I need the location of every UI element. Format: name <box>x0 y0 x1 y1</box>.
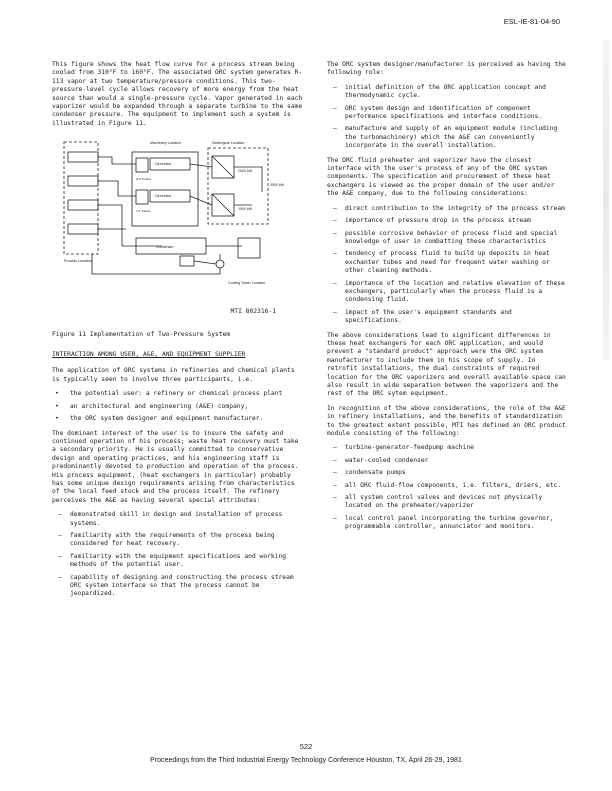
condensate-pump <box>216 260 224 268</box>
vaporizer-1 <box>68 152 98 162</box>
footer-citation: Proceedings from the Third Industrial Energy Technology Conference Houston, TX, April 26-29, 1981 <box>150 757 462 764</box>
vaporizer-2 <box>68 176 98 186</box>
participants-intro: The application of ORC systems in refineries and chemical plants is typically seen to involve three participants, i.e. <box>52 367 295 383</box>
role-intro: The ORC system designer/manufacturer is perceived as having the following role: <box>327 61 566 77</box>
dash-mark: — <box>333 481 337 489</box>
ae-attributes-list <box>52 511 304 599</box>
page-number: 522 <box>299 742 313 751</box>
dash-mark: — <box>333 104 337 112</box>
list-item: — local control panel incorporating the turbine governor, programmable controller, annunciator and monitors. <box>333 514 554 531</box>
figure-caption: Figure 11 Implementation of Two-Pressure System <box>52 330 231 338</box>
cooling-tower-label: Cooling Tower Location <box>228 281 266 286</box>
differences-paragraph: The above considerations lead to significant differences in these heat exchangers for each ORC application, and would prevent a "standard product" approach were the ORC system manufacturer to include them in his scope of supply. In retrofit installations, the dual constraints of required location for the ORC vaporizers and overall available space can also result in wide separation between the vaporizers and the rest of the ORC sytem equipment. <box>327 331 566 398</box>
preheater-paragraph: The ORC fluid preheater and vaporizer have the closest interface with the user's process of any of the ORC system components. The specification and procurement of these heat exchangers is viewed as the proper domain of the user and/or the A&E company, due to the following considerations: <box>327 156 555 198</box>
dash-mark: — <box>333 250 337 258</box>
list-item: — initial definition of the ORC application concept and thermodynamic cycle. <box>333 83 546 100</box>
intro-paragraph: This figure shows the heat flow curve for a process stream being cooled from 310°F to 160°F. The associated ORC system generates R-113 vapor at two temperature/pressure conditions. This two-pressure-level cycle allows recovery of more energy from the heat source than would a single-pressure cycle. Vapor generated in each vaporizer would be expanded through a separate turbine to the same condenser pressure. The equipment to implement such a system is illustrated in Figure 11. <box>52 61 303 127</box>
condenser-label: Condenser <box>156 245 174 250</box>
dash-mark: — <box>333 308 337 316</box>
process-location-label: Process Location <box>64 259 92 264</box>
section-heading: INTERACTION AMONG USER, A&E, AND EQUIPMENT SUPPLIER <box>52 351 246 359</box>
process-boundary <box>64 142 98 254</box>
list-item: — ORC system design and identification of component performance specifications and interface conditions. <box>333 104 543 121</box>
hp-turbine-label: H.P. Turbine <box>136 177 152 182</box>
preheater-1 <box>68 200 98 210</box>
dash-mark: — <box>333 217 337 225</box>
considerations-list <box>327 205 567 326</box>
scan-edge-strip <box>603 40 609 360</box>
list-item: • the potential user: a refinery or chemical process plant <box>55 390 283 398</box>
dash-mark: — <box>333 494 337 502</box>
list-item: — tendency of process fluid to build up deposits in heat exchanter tubes and need for frequent water washing or other cleaning methods. <box>333 250 550 275</box>
left-column <box>52 61 304 605</box>
list-item: — capability of designing and constructing the process stream ORC system interface so that the process cannot be jeopardized. <box>58 573 294 598</box>
bullet-mark: • <box>55 415 59 423</box>
dash-mark: — <box>58 573 62 581</box>
user-interest-paragraph: The dominant interest of the user is to insure the safety and continued operation of his process; waste heat recovery must take a secondary priority. He is usually committed to conservative design and operating practices, and his engineering staff is predominantly devoted to production and operation of the process. His process equipment, (heat exchangers in particular) probably has some unique design requirements arising from characteristics of the local feed stock and the process itself. The refinery perceives the A&E as having several special attributes: <box>52 429 299 504</box>
preheater-2 <box>68 224 98 234</box>
dash-mark: — <box>333 204 337 212</box>
dash-mark: — <box>58 531 62 539</box>
switchgear-location-label: Switchgear Location <box>212 141 245 146</box>
figure-id: MTI 802316-1 <box>230 308 276 316</box>
lp-turbine <box>136 190 148 204</box>
cooling-tower <box>238 238 260 258</box>
generator-label-2: Generator <box>155 194 172 199</box>
dash-mark: — <box>333 444 337 452</box>
right-column <box>327 61 567 538</box>
hp-turbine <box>136 158 148 172</box>
list-item: — possible corrosive behavior of process fluid and special knowledge of user in combatting these characteristics <box>333 229 558 245</box>
participants-list <box>52 390 304 423</box>
dash-mark: — <box>333 514 337 522</box>
list-item: — direct contribution to the integrity of the process stream <box>333 204 565 212</box>
list-item: — demonstrated skill in design and installation of process systems. <box>58 511 283 527</box>
dash-mark: — <box>58 552 62 560</box>
machinery-location-label: Machinery Location <box>150 141 182 146</box>
dash-mark: — <box>333 83 337 91</box>
kw-label-2: 3000 kW <box>270 183 285 188</box>
feed-pump <box>180 256 194 266</box>
module-list <box>327 444 567 531</box>
dash-mark: — <box>58 511 62 519</box>
list-item: — all ORC fluid-flow components, i.e. filters, driers, etc. <box>333 481 562 489</box>
list-item: — importance of pressure drop in the process stream <box>333 217 531 225</box>
roles-list <box>327 84 567 151</box>
list-item: — impact of the user's equipment standards and specifications. <box>333 308 512 325</box>
list-item: — all system control valves and devices not physically located on the preheater/vaporizer <box>333 494 543 510</box>
list-item: — water-cooled condenser <box>333 456 429 464</box>
list-item: — familiarity with the requirements of the process being considered for heat recovery. <box>58 531 275 548</box>
list-item: — turbine-generator-feedpump machine <box>333 444 474 452</box>
lp-turbine-label: L.P. Turbine <box>136 209 151 214</box>
list-item: • an architectural and engineering (A&E) company, <box>55 402 249 410</box>
dash-mark: — <box>333 469 337 477</box>
dash-mark: — <box>333 279 337 287</box>
document-id: ESL-IE-81-04-90 <box>503 17 560 26</box>
kw-label-3: 1000 kW <box>238 207 253 212</box>
kw-label-1: 2000 kW <box>238 169 253 174</box>
recognition-paragraph: In recognition of the above considerations, the role of the A&E in refinery installations, and the benefits of standardization to the greatest extent possible, MTI has defined an ORC product module consisting of the following: <box>327 404 566 438</box>
dash-mark: — <box>333 456 337 464</box>
list-item: — importance of the location and relative elevation of these exchangers, particularly when the process fluid is a condensing fluid. <box>333 279 565 304</box>
bullet-mark: • <box>55 402 59 410</box>
bullet-mark: • <box>55 390 59 398</box>
system-schematic <box>52 134 304 304</box>
dash-mark: — <box>333 229 337 237</box>
switchgear-boundary <box>208 148 268 224</box>
list-item: — condensate pumps <box>333 469 406 477</box>
list-item: — manufacture and supply of an equipment module (including the turbomachinery) which the A&E can conveniently incorporate in the overall installation. <box>333 125 558 150</box>
list-item: • the ORC system designer and equipment manufacturer. <box>55 415 264 423</box>
dash-mark: — <box>333 125 337 133</box>
figure-11-diagram <box>52 134 304 304</box>
generator-label-1: Generator <box>155 162 172 167</box>
list-item: — familiarity with the equipment specifications and working methods of the potential user. <box>58 552 287 569</box>
